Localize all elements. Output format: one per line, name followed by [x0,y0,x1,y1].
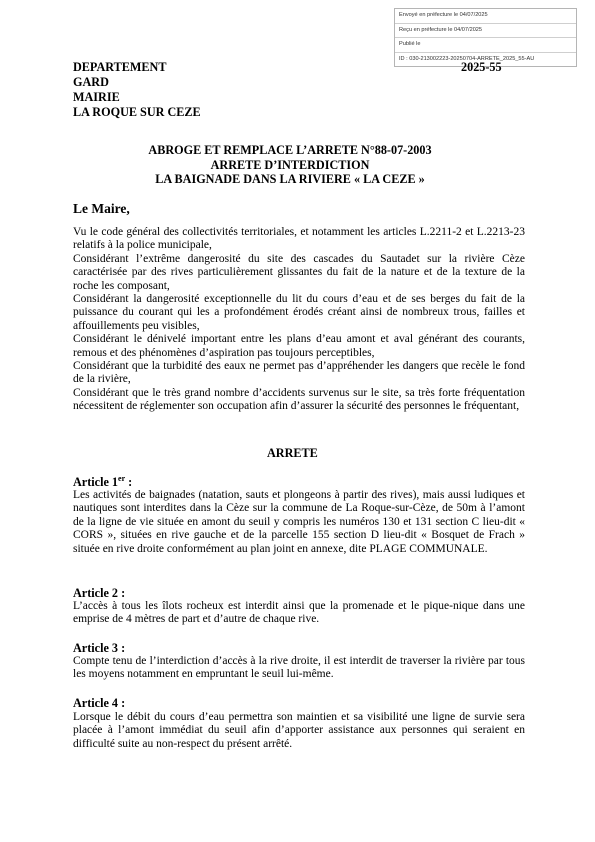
considerant-paragraph: Considérant l’extrême dangerosité du site des cascades du Sautadet sur la rivière Cèze caractérisée par des rives particulièrement glissantes du fait de la nature et de la texture de la roche les composant, [73,252,525,292]
article-2-text: L’accès à tous les îlots rocheux est interdit ainsi que la promenade et le pique-nique dans une emprise de 4 mètres de part et d’autre de chaque rive. [73,600,525,626]
article-1-colon: : [125,475,133,490]
considerant-paragraph: Vu le code général des collectivités territoriales, et notamment les articles L.2211-2 et L.2213-23 relatifs à la police municipale, [73,226,525,252]
article-1-text: Les activités de baignades (natation, sauts et plongeons à partir des rives), mais aussi ludiques et nautiques sont interdites dans la Cèze sur la commune de La Roque-sur-Cèze, de 50m à l’amont de la ligne de vie située en amont du seuil y compris les numéros 130 et 131 section C lieu-dit « CORS », situées en rive gauche et de la parcelle 155 section D lieu-dit « Bosquet de Frach » située en rive droite conformément au plan joint en annexe, dite PLAGE COMMUNALE. [73,489,525,555]
article-4-title [73,696,125,711]
article-4-colon: : [118,696,126,710]
title-line-1: ABROGE ET REMPLACE L’ARRETE N°88-07-2003 [148,143,432,157]
stamp-sent-date: Envoyé en préfecture le 04/07/2025 [395,9,576,24]
title-line-2: ARRETE D’INTERDICTION [210,157,370,172]
salutation: Le Maire, [73,201,130,216]
prefecture-stamp [394,8,577,67]
article-1-title [73,474,132,490]
considerant-paragraph: Considérant que la turbidité des eaux ne permet pas d’appréhender les dangers que recèle le fond de la rivière, [73,360,525,386]
article-2-label: Article 2 [73,586,119,600]
decision-heading: ARRETE [267,446,318,460]
article-3-colon: : [118,641,126,655]
issuer-header [73,60,201,120]
header-gard: GARD [73,75,109,89]
article-4-text: Lorsque le débit du cours d’eau permettra son maintien et sa visibilité une ligne de survie sera placée à l’amont immédiat du seuil afin d’apporter assistance aux personnes qui seraient en difficulté suite au non-respect du présent arrêté. [73,711,525,750]
article-1-label: Article 1 [73,475,119,490]
document-title [100,143,480,187]
article-3-text: Compte tenu de l’interdiction d’accès à la rive droite, il est interdit de traverser la rivière par tous les moyens notamment en empruntant le seuil lui-même. [73,655,525,681]
considerant-paragraph: Considérant la dangerosité exceptionnelle du lit du cours d’eau et de ses berges du fait de la puissance du courant qui les a profondément érodés créant ainsi de nombreux trous, failles et affouillements peu visibles, [73,293,525,332]
considerant-paragraph: Considérant le dénivelé important entre les plans d’eau amont et aval générant des courants, remous et des phénomènes d’aspiration pas toujours perceptibles, [73,333,525,359]
article-1-superscript: er [118,474,126,483]
article-3-label: Article 3 [73,641,119,655]
header-commune: LA ROQUE SUR CEZE [73,105,201,119]
header-department: DEPARTEMENT [73,60,167,74]
stamp-id: ID : 030-213002223-20250704-ARRETE_2025_55-AU [399,55,535,62]
considerants [73,226,525,414]
article-2-title [73,586,125,601]
article-4-label: Article 4 [73,696,119,710]
title-line-3: LA BAIGNADE DANS LA RIVIERE « LA CEZE » [155,172,425,186]
decree-number: 2025-55 [461,60,502,74]
considerant-paragraph: Considérant que le très grand nombre d’accidents survenus sur le site, sa très forte fréquentation nécessitent de réglementer son occupation afin d’assurer la sécurité des personnes le fréquentant, [73,386,525,413]
article-2-colon: : [118,586,126,600]
header-mairie: MAIRIE [73,90,120,104]
stamp-published: Publié le [395,38,576,53]
stamp-received-date: Reçu en préfecture le 04/07/2025 [395,24,576,39]
article-3-title [73,641,125,656]
